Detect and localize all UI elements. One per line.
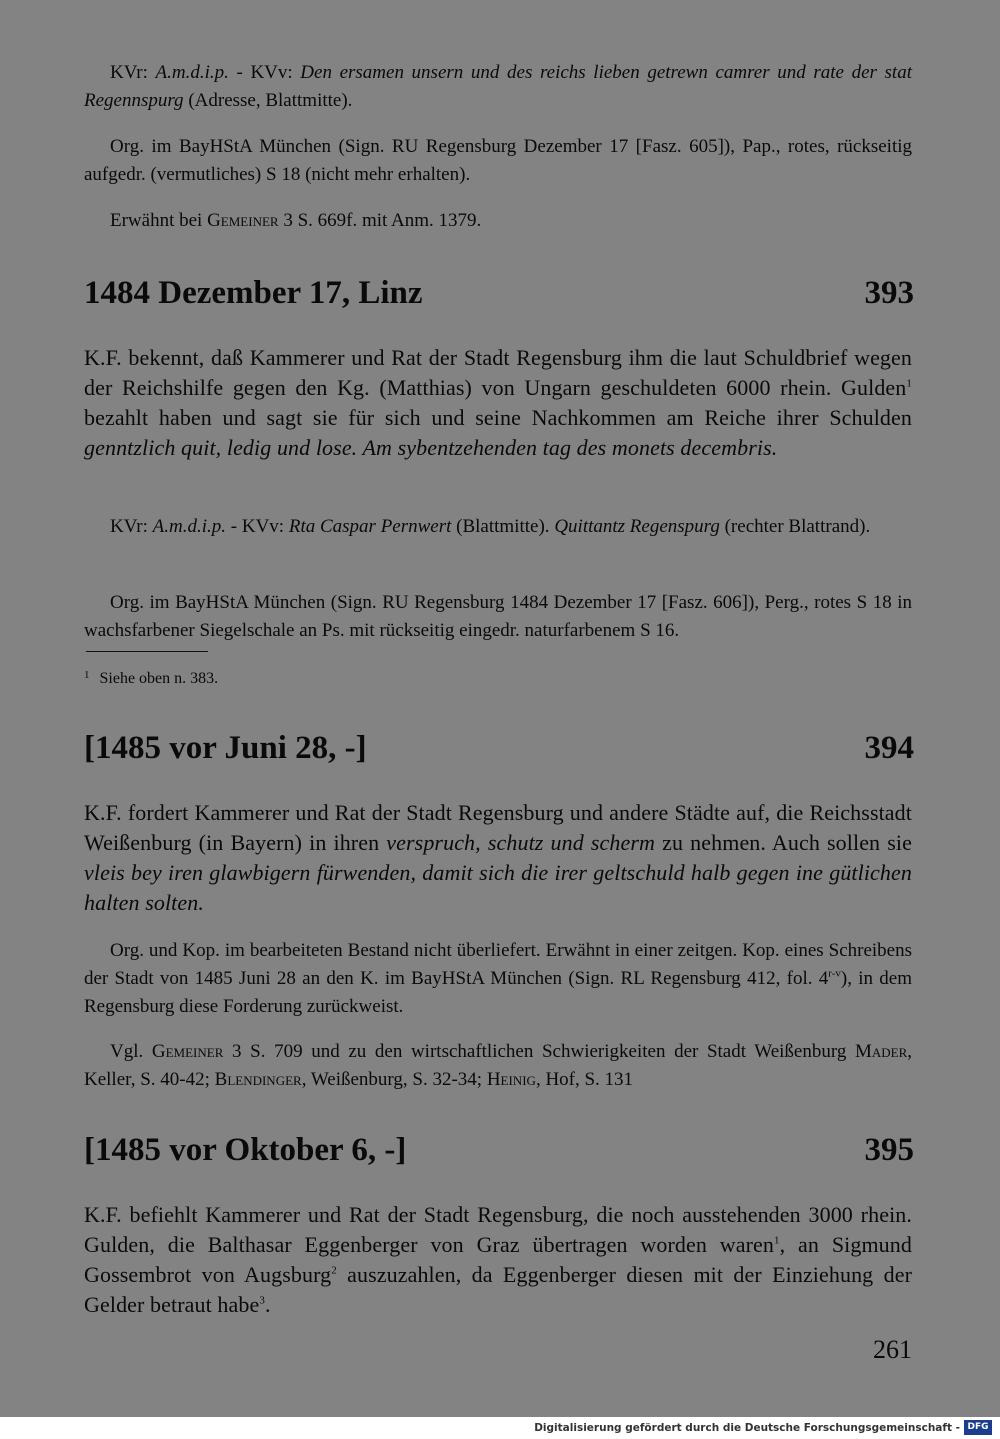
vgl-post: , Hof, S. 131 (535, 1069, 634, 1090)
regest-393-quote: genntzlich quit, ledig und lose. Am sybentzehenden tag des monets decembris. (84, 435, 778, 460)
kv-italic-1: A.m.d.i.p. (152, 516, 227, 537)
org-text-a: Org. und Kop. im bearbeiteten Bestand nicht überliefert. Erwähnt in einer zeitgen. Kop. eines Schreibens der Stadt von 1485 Juni 28 an den K. im BayHStA München (Sign. RL Regensburg 412, fol. 4 (84, 940, 912, 989)
kv-mid: - KVv: (226, 516, 289, 537)
regest-394-text (84, 798, 912, 918)
regest-395-date: [1485 vor Oktober 6, -] (84, 1132, 407, 1168)
kv-label: KVr: (110, 62, 156, 83)
regest-395-text-b: , an Sigmund Gossembrot von Augsburg (84, 1232, 912, 1287)
regest-395-text-a: K.F. befiehlt Kammerer und Rat der Stadt Regensburg, die noch ausstehenden 3000 rhein. Gulden, die Balthasar Eggenberger von Graz übertragen worden waren (84, 1202, 912, 1257)
regest-395-heading (84, 1128, 914, 1172)
regest-395-text-c: auszuzahlen, da Eggenberger diesen mit der Einziehung der Gelder betraut habe (84, 1262, 912, 1317)
regest-393-heading (84, 271, 914, 315)
regest-394-heading (84, 726, 914, 770)
kv-label: KVr: (110, 516, 153, 537)
footer-credit: Digitalisierung gefördert durch die Deutsche Forschungsgemeinschaft - (534, 1422, 960, 1434)
regest-395-text-d: . (264, 1292, 271, 1317)
erw-pre: Erwähnt bei (110, 210, 208, 231)
dfg-logo: DFG (964, 1420, 992, 1435)
vgl-mid-3: , Weißenburg, S. 32-34; (301, 1069, 487, 1090)
footnote-number: 1 (84, 669, 90, 681)
regest-395-text (84, 1200, 912, 1320)
erw-post: 3 S. 669f. mit Anm. 1379. (278, 210, 482, 231)
footnote-text: Siehe oben n. 383. (99, 670, 219, 687)
vgl-pre: Vgl. (110, 1041, 152, 1062)
regest-393-text (84, 343, 912, 463)
regest-395-number: 395 (864, 1132, 914, 1168)
kv-italic-2: Den ersamen unsern und des reichs lieben getrewn camrer und rate der stat Regennspurg (84, 62, 912, 111)
regest-394-text-b: zu nehmen. Auch sollen sie (655, 830, 912, 855)
regest-394-date: [1485 vor Juni 28, -] (84, 730, 367, 766)
kv-post: (rechter Blattrand). (719, 516, 871, 537)
regest-393-text-a: K.F. bekennt, daß Kammerer und Rat der Stadt Regensburg ihm die laut Schuldbrief wegen der Reichshilfe gegen den Kg. (Matthias) von Ungarn geschuldeten 6000 rhein. Gulden (84, 345, 912, 400)
regest-393-org-note: Org. im BayHStA München (Sign. RU Regensburg 1484 Dezember 17 [Fasz. 606]), Perg., rotes S 18 in wachsfarbener Siegelschale an Ps. mit rückseitig eingedr. naturfarbenem S 16. (84, 592, 912, 641)
regest-393-number: 393 (864, 275, 914, 311)
regest-394-text-a: K.F. fordert Kammerer und Rat der Stadt Regensburg und andere Städte auf, die Reichsstadt Weißenburg (in Bayern) in ihren (84, 800, 912, 855)
org-note-top: Org. im BayHStA München (Sign. RU Regensburg Dezember 17 [Fasz. 605]), Pap., rotes, rückseitig aufgedr. (vermutliches) S 18 (nicht mehr erhalten). (84, 136, 912, 185)
kv-italic-1: A.m.d.i.p. (155, 62, 229, 83)
page-number: 261 (873, 1335, 912, 1364)
kv-mid-2: (Blattmitte). (451, 516, 555, 537)
kv-italic-2: Rta Caspar Pernwert (288, 516, 452, 537)
vgl-author-2: Mader (854, 1041, 908, 1062)
kv-post: (Adresse, Blattmitte). (183, 90, 353, 111)
footnote-ref-1: 1 (906, 377, 912, 390)
footer-bar (0, 1417, 1000, 1439)
vgl-author-3: Blendinger (214, 1069, 302, 1090)
footnote-ref-2: 2 (331, 1264, 337, 1277)
footnote-ref-1: 1 (774, 1234, 780, 1247)
vgl-author-1: Gemeiner (151, 1041, 224, 1062)
vgl-mid-2: , Keller, S. 40-42; (84, 1041, 913, 1090)
regest-394-number: 394 (864, 730, 914, 766)
footnote-divider (86, 651, 208, 652)
footnote-ref-3: 3 (259, 1294, 265, 1307)
regest-393-text-b: bezahlt haben und sagt sie für sich und seine Nachkommen am Reiche ihrer Schulden (84, 405, 912, 430)
erwaehnt-note (84, 207, 912, 235)
regest-394-vgl-note (84, 1038, 912, 1094)
erw-author: Gemeiner (207, 210, 279, 231)
footnote-1 (84, 668, 218, 691)
kv-note-top (84, 59, 912, 115)
regest-393-kv-note (84, 513, 912, 541)
regest-393-date: 1484 Dezember 17, Linz (84, 275, 423, 311)
vgl-author-4: Heinig (486, 1069, 536, 1090)
folio-sup: r-v (828, 967, 841, 980)
regest-394-quote-2: vleis bey iren glawbigern fürwenden, damit sich die irer geltschuld halb gegen ine gütlichen halten solten. (84, 860, 912, 915)
kv-italic-3: Quittantz Regenspurg (554, 516, 720, 537)
vgl-mid-1: 3 S. 709 und zu den wirtschaftlichen Schwierigkeiten der Stadt Weißenburg (223, 1041, 855, 1062)
regest-394-org-note (84, 937, 912, 1021)
org-text-b: ), in dem Regensburg diese Forderung zurückweist. (84, 968, 913, 1017)
kv-mid: - KVv: (228, 62, 301, 83)
regest-394-quote-1: verspruch, schutz und scherm (386, 830, 656, 855)
